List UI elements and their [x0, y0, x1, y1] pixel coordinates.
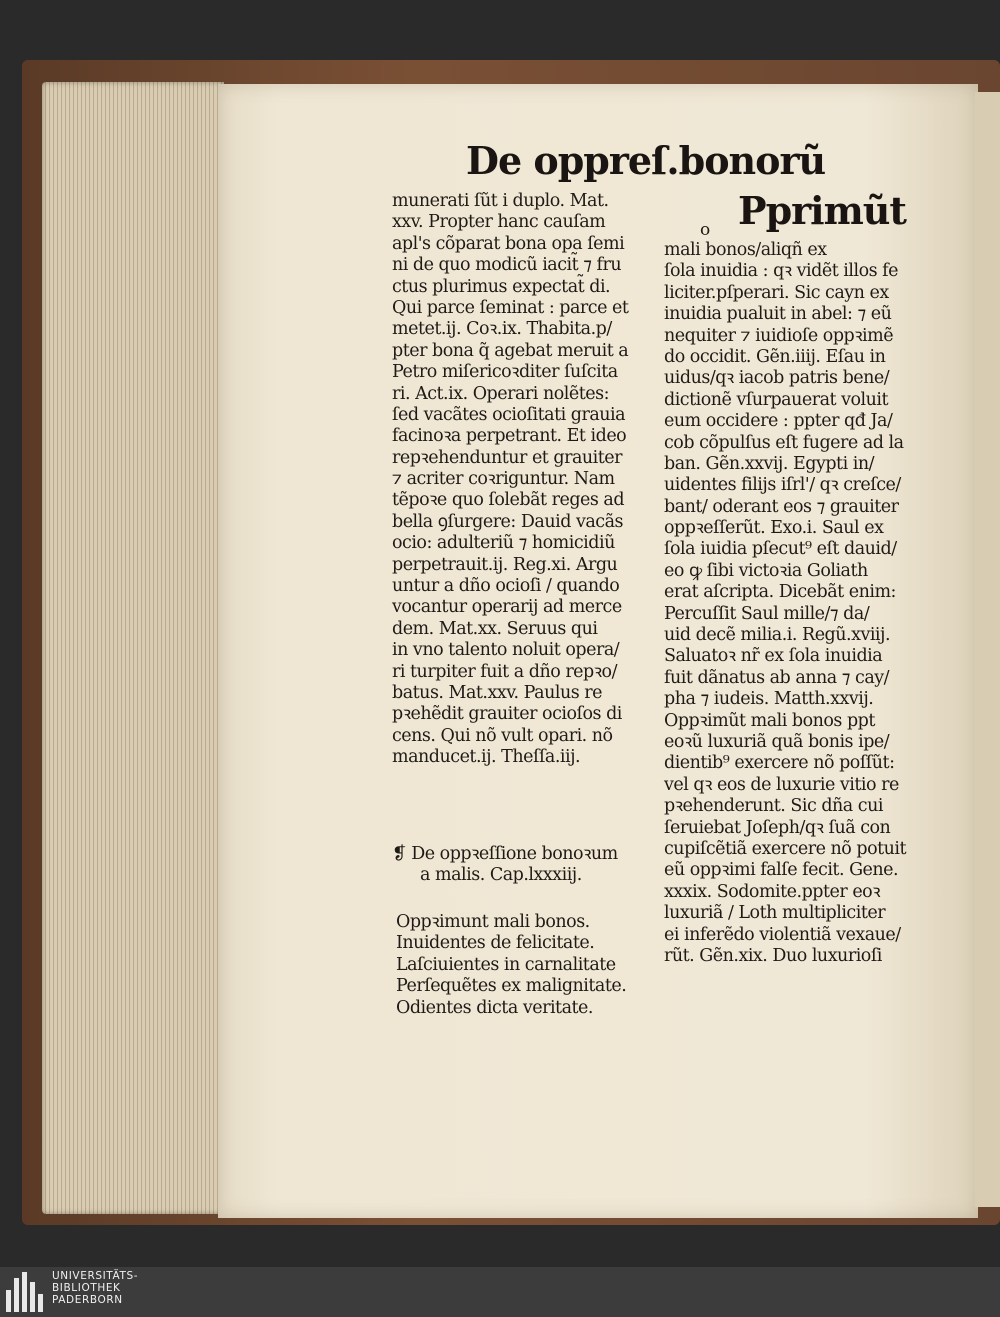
- text-line: Saluatoꝛ nr̃ ex ſola inuidia: [664, 646, 883, 667]
- text-line: ri. Act.ix. Operari nolẽtes:: [392, 383, 609, 404]
- text-line: uidentes filijs iſrl'/ qꝛ creſce/: [664, 475, 901, 496]
- text-line: vel qꝛ eos de luxurie vitio re: [664, 774, 899, 795]
- text-line: pꝛehẽdit grauiter ocioſos di: [392, 704, 622, 725]
- text-line: uid decẽ milia.i. Regũ.xviij.: [664, 625, 891, 646]
- library-logo-icon: [6, 1272, 46, 1312]
- chapter-line: ❡ De oppꝛeſſione bonoꝛum: [392, 844, 618, 864]
- text-line: do occidit. Gẽn.iiij. Eſau in: [664, 346, 886, 367]
- chapter-line: a malis. Cap.lxxxiij.: [420, 865, 582, 886]
- initial-heading: Pprimũt: [738, 188, 906, 233]
- text-line: repꝛehenduntur et grauiter: [392, 447, 623, 468]
- logo-line-3: PADERBORN: [52, 1294, 123, 1306]
- text-line: pter bona q̃ agebat meruit a: [392, 340, 629, 361]
- text-line: inuidia pualuit in abel: ⁊ eũ: [664, 304, 892, 325]
- text-line: dientib⁹ exercere nõ poſſũt:: [664, 753, 895, 774]
- running-header: De oppreſ.bonorũ: [466, 138, 826, 183]
- text-line: fuit dãnatus ab anna ⁊ cay/: [664, 667, 890, 688]
- text-line: oppꝛeſſerũt. Exo.i. Saul ex: [664, 518, 884, 539]
- text-line: Oppꝛimũt mali bonos ppt: [664, 710, 875, 731]
- text-line: ſed vacãtes ocioſitati grauia: [392, 404, 626, 425]
- text-line: rũt. Gẽn.xix. Duo luxurioſi: [664, 945, 882, 966]
- right-column: [664, 240, 906, 967]
- guide-letter: o: [700, 220, 710, 240]
- verse-summary: [396, 912, 626, 1019]
- text-line: eũ oppꝛimi falſe fecit. Gene.: [664, 860, 899, 881]
- text-line: tẽpoꝛe quo ſolebãt reges ad: [392, 490, 625, 511]
- text-line: untur a dño ocioſi / quando: [392, 576, 620, 597]
- text-line: bella ꝯſurgere: Dauid vacãs: [392, 511, 624, 532]
- text-line: ei inferẽdo violentiã vexaue/: [664, 924, 901, 945]
- text-line: cens. Qui nõ vult opari. nõ: [392, 725, 613, 746]
- text-line: Qui parce ſeminat : parce et: [392, 297, 629, 318]
- text-line: manducet.ij. Theſſa.iij.: [392, 747, 581, 768]
- text-line: liciter.pſperari. Sic cayn ex: [664, 282, 889, 303]
- text-line: eo ꝙ ſibi victoꝛia Goliath: [664, 560, 868, 581]
- verse-line: Inuidentes de felicitate.: [396, 933, 595, 954]
- text-line: xxxix. Sodomite.ppter eoꝛ: [664, 881, 881, 902]
- text-line: mali bonos/aliqñ ex: [664, 240, 827, 260]
- text-line: ⁊ acriter coꝛriguntur. Nam: [392, 469, 615, 490]
- verse-line: Perſequẽtes ex malignitate.: [396, 976, 627, 997]
- text-line: xxv. Propter hanc cauſam: [392, 212, 606, 233]
- text-line: uidus/qꝛ iacob patris bene/: [664, 368, 890, 389]
- text-line: ctus plurimus expectat̃ di.: [392, 276, 611, 297]
- logo-line-2: BIBLIOTHEK: [52, 1282, 121, 1294]
- text-line: dictionẽ vſurpauerat voluit: [664, 389, 889, 410]
- text-line: eum occidere : ppter qđ Ja/: [664, 411, 893, 432]
- text-line: vocantur operarij ad merce: [392, 597, 622, 618]
- chapter-heading: [392, 844, 618, 887]
- text-line: ri turpiter fuit a dño repꝛo/: [392, 661, 617, 682]
- text-line: pꝛehenderunt. Sic dña cui: [664, 796, 883, 817]
- left-column: [392, 191, 628, 769]
- text-line: eoꝛũ luxuriã quã bonis ipe/: [664, 731, 890, 752]
- verse-line: Odientes dicta veritate.: [396, 997, 593, 1018]
- text-line: ſola inuidia : qꝛ vidẽt illos fe: [664, 261, 898, 282]
- library-footer: [0, 1267, 1000, 1317]
- text-line: cupiſcẽtiã exercere nõ potuit: [664, 838, 907, 859]
- text-line: batus. Mat.xxv. Paulus re: [392, 682, 602, 703]
- verse-line: Laſciuientes in carnalitate: [396, 954, 616, 975]
- text-line: metet.ij. Coꝛ.ix. Thabita.p/: [392, 319, 612, 340]
- text-line: ſeruiebat Joſeph/qꝛ ſuã con: [664, 817, 891, 838]
- logo-line-1: UNIVERSITÄTS-: [52, 1270, 139, 1282]
- page-stack-edge: [42, 82, 224, 1214]
- verse-line: Oppꝛimunt mali bonos.: [396, 912, 590, 932]
- text-line: Percuſſit Saul mille/⁊ da/: [664, 603, 870, 624]
- text-line: pha ⁊ iudeis. Matth.xxvij.: [664, 689, 874, 710]
- text-line: dem. Mat.xx. Seruus qui: [392, 618, 598, 639]
- library-logo-text: [52, 1270, 138, 1306]
- text-line: nequiter ⁊ iuidioſe oppꝛimẽ: [664, 325, 894, 346]
- text-line: apl's cõparat bona opa ſemi: [392, 233, 625, 254]
- text-line: bant/ oderant eos ⁊ grauiter: [664, 496, 899, 517]
- text-line: ban. Gẽn.xxvij. Egypti in/: [664, 453, 874, 474]
- text-line: erat aſcripta. Dicebãt enim:: [664, 582, 896, 603]
- text-line: ſola iuidia pſecut⁹ eſt dauid/: [664, 539, 897, 560]
- text-line: ocio: adulteriũ ⁊ homicidiũ: [392, 533, 615, 554]
- text-line: in vno talento noluit opera/: [392, 640, 620, 661]
- text-line: munerati ſũt i duplo. Mat.: [392, 191, 609, 211]
- text-line: facinoꝛa perpetrant. Et ideo: [392, 426, 627, 447]
- text-line: cob cõpulſus eſt fugere ad la: [664, 432, 904, 453]
- text-line: perpetrauit.ij. Reg.xi. Argu: [392, 554, 618, 575]
- text-line: luxuriã / Loth multipliciter: [664, 903, 886, 924]
- text-line: ni de quo modicũ iacit̃ ⁊ fru: [392, 255, 622, 276]
- facing-page-edge: [975, 92, 1000, 1207]
- text-line: Petro miſericoꝛditer ſuſcita: [392, 362, 618, 383]
